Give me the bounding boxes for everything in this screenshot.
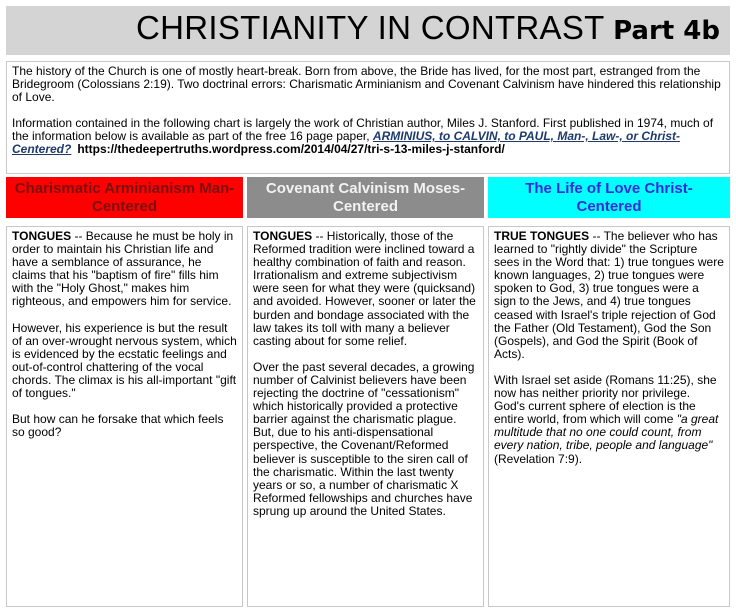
page-header [6, 6, 730, 55]
column-paragraph [12, 230, 237, 309]
column-heading-calvinism: Covenant Calvinism Moses-Centered [247, 177, 484, 218]
source-url: https://thedeepertruths.wordpress.com/2014/04/27/tri-s-13-miles-j-stanford/ [77, 142, 505, 156]
paper-link[interactable]: ARMINIUS, to CALVIN, to PAUL, Man-, Law-, or Christ-Centered? [12, 129, 681, 156]
intro-paragraph-2 [12, 117, 724, 156]
column-paragraph [494, 374, 724, 466]
column-paragraph: But how can he forsake that which feels so good? [12, 412, 224, 440]
column-life-of-love [488, 226, 730, 607]
column-paragraph [494, 230, 724, 361]
paragraph-text: (Revelation 7:9). [494, 451, 583, 466]
column-paragraph: Over the past several decades, a growing number of Calvinist believers have been rejecting the doctrine of "cessationism" which historically provided a protective barrier against the charismatic plague. But, due to his anti-dispensational perspective, the Covenant/Reformed believer is susceptible to the siren call of the charismatic. Within the last twenty years or so, a number of charismatic X Reformed fellowships and churches have sprung up around the United States. [253, 359, 475, 518]
column-paragraph [253, 230, 478, 348]
intro-paragraph-1: The history of the Church is one of mostly heart-break. Born from above, the Bride has lived, for the most part, estranged from the Bridegroom (Colossians 2:19). Two doctrinal errors: Charismatic Arminianism and Covenant Calvinism have hindered this relationship of Love. [12, 64, 721, 104]
paragraph-text: -- Because he must be holy in order to maintain his Christian life and have a semblance of assurance, he claims that his "baptism of fire" fills him with the "Holy Ghost," makes him righteous, and empowers him for service. [12, 229, 234, 309]
intro-box [6, 61, 730, 174]
lead-term: TONGUES [253, 229, 313, 243]
lead-term: TONGUES [12, 229, 72, 243]
intro-paragraph-2-text: Information contained in the following chart is largely the work of Christian author, Miles J. Stanford. First published in 1974, much of the information below is available as part of the free 16 page paper, [12, 116, 714, 143]
paragraph-text: -- The believer who has learned to "rightly divide" the Scripture sees in the Word that: 1) true tongues were known languages, 2) true tongues were spoken to God, 3) true tongues were a sign to the Jews, and 4) true tongues ceased with Israel's triple rejection of God the Father (Old Testament), God the Son (Gospels), and God the Spirit (Book of Acts). [494, 229, 724, 361]
column-heading-life-of-love: The Life of Love Christ-Centered [488, 177, 730, 218]
scripture-quote: "a great multitude that no one could count, from every nation, tribe, people and language" [494, 412, 719, 453]
column-heading-arminianism: Charismatic Arminianism Man-Centered [6, 177, 243, 218]
column-arminianism [6, 226, 243, 607]
part-label: Part 4b [613, 16, 720, 46]
column-paragraph: However, his experience is but the result of an over-wrought nervous system, which is evidenced by the ecstatic feelings and out-of-control chattering of the vocal chords. The climax is his all-important "gift of tongues." [12, 320, 237, 401]
page-title [136, 9, 720, 47]
paragraph-text: -- Historically, those of the Reformed tradition were inclined toward a healthy combination of faith and reason. Irrationalism and extreme subjectivism were seen for what they were (quicksand) and avoided. However, sooner or later the burden and bondage associated with the law takes its toll with many a believer casting about for some relief. [253, 229, 476, 348]
paragraph-text: With Israel set aside (Romans 11:25), she now has neither priority nor privilege. God's current sphere of election is the entire world, from which will come [494, 372, 717, 427]
lead-term: TRUE TONGUES [494, 229, 590, 243]
column-calvinism [247, 226, 484, 607]
title-text: CHRISTIANITY IN CONTRAST [136, 9, 605, 46]
